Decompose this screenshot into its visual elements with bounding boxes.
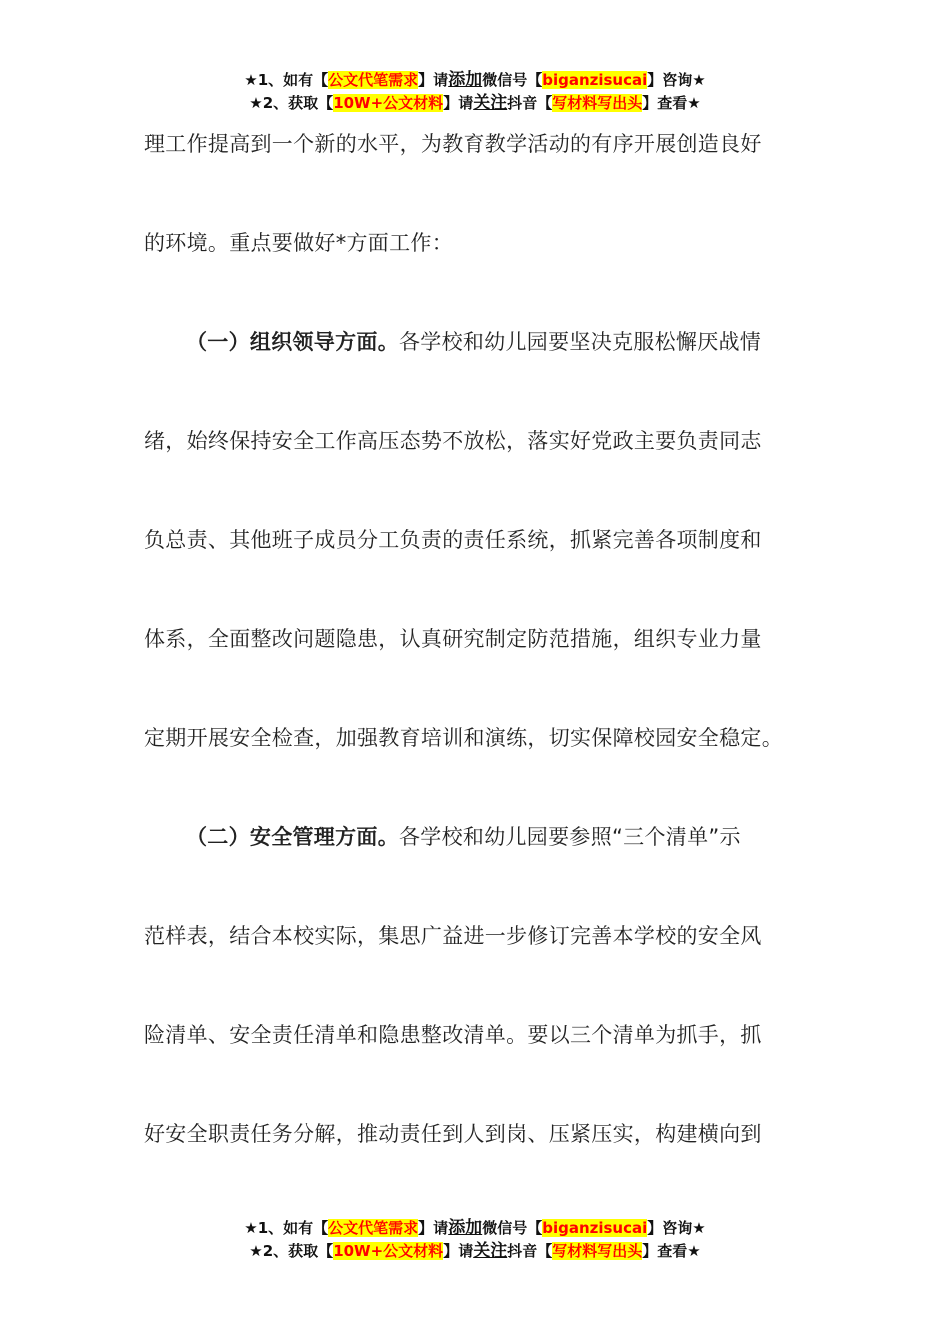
emphasis-text: 关注 [473, 93, 508, 113]
paragraph-line: 理工作提高到一个新的水平，为教育教学活动的有序开展创造良好 [144, 132, 762, 156]
paragraph-line: 好安全职责任务分解，推动责任到人到岗、压紧压实，构建横向到 [144, 1122, 762, 1146]
paragraph-line: 体系，全面整改问题隐患，认真研究制定防范措施，组织专业力量 [144, 627, 762, 651]
section-heading-line: （二）安全管理方面。各学校和幼儿园要参照“三个清单”示 [186, 825, 741, 849]
banner-line-2: ★2、获取【10W+公文材料】请关注抖音【写材料写出头】查看★ [249, 1241, 701, 1261]
highlight-text: 公文代笔需求 [328, 71, 419, 89]
banner-line-1: ★1、如有【公文代笔需求】请添加微信号【biganzisucai】咨询★ [244, 1218, 706, 1238]
paragraph-line: 范样表，结合本校实际，集思广益进一步修订完善本学校的安全风 [144, 924, 762, 948]
douyin-account: 写材料写出头 [552, 94, 643, 112]
emphasis-text: 添加 [448, 70, 483, 90]
wechat-id: biganzisucai [542, 1219, 648, 1237]
emphasis-text: 添加 [448, 1218, 483, 1238]
paragraph-line: 险清单、安全责任清单和隐患整改清单。要以三个清单为抓手，抓 [144, 1023, 762, 1047]
highlight-text: 10W+公文材料 [333, 1242, 444, 1260]
section-heading: （一）组织领导方面。 [186, 330, 399, 354]
highlight-text: 10W+公文材料 [333, 94, 444, 112]
paragraph-line: 的环境。重点要做好*方面工作： [144, 231, 453, 255]
footer-banner [0, 1217, 950, 1263]
banner-line-2: ★2、获取【10W+公文材料】请关注抖音【写材料写出头】查看★ [249, 93, 701, 113]
paragraph-line: 定期开展安全检查，加强教育培训和演练，切实保障校园安全稳定。 [144, 726, 783, 750]
section-heading-line: （一）组织领导方面。各学校和幼儿园要坚决克服松懈厌战情 [186, 330, 762, 354]
paragraph-line: 负总责、其他班子成员分工负责的责任系统，抓紧完善各项制度和 [144, 528, 762, 552]
paragraph-line: 绪，始终保持安全工作高压态势不放松，落实好党政主要负责同志 [144, 429, 762, 453]
section-heading: （二）安全管理方面。 [186, 825, 399, 849]
banner-line-1: ★1、如有【公文代笔需求】请添加微信号【biganzisucai】咨询★ [244, 70, 706, 90]
emphasis-text: 关注 [473, 1241, 508, 1261]
document-body [144, 124, 806, 1213]
douyin-account: 写材料写出头 [552, 1242, 643, 1260]
highlight-text: 公文代笔需求 [328, 1219, 419, 1237]
header-banner [0, 69, 950, 115]
wechat-id: biganzisucai [542, 71, 648, 89]
